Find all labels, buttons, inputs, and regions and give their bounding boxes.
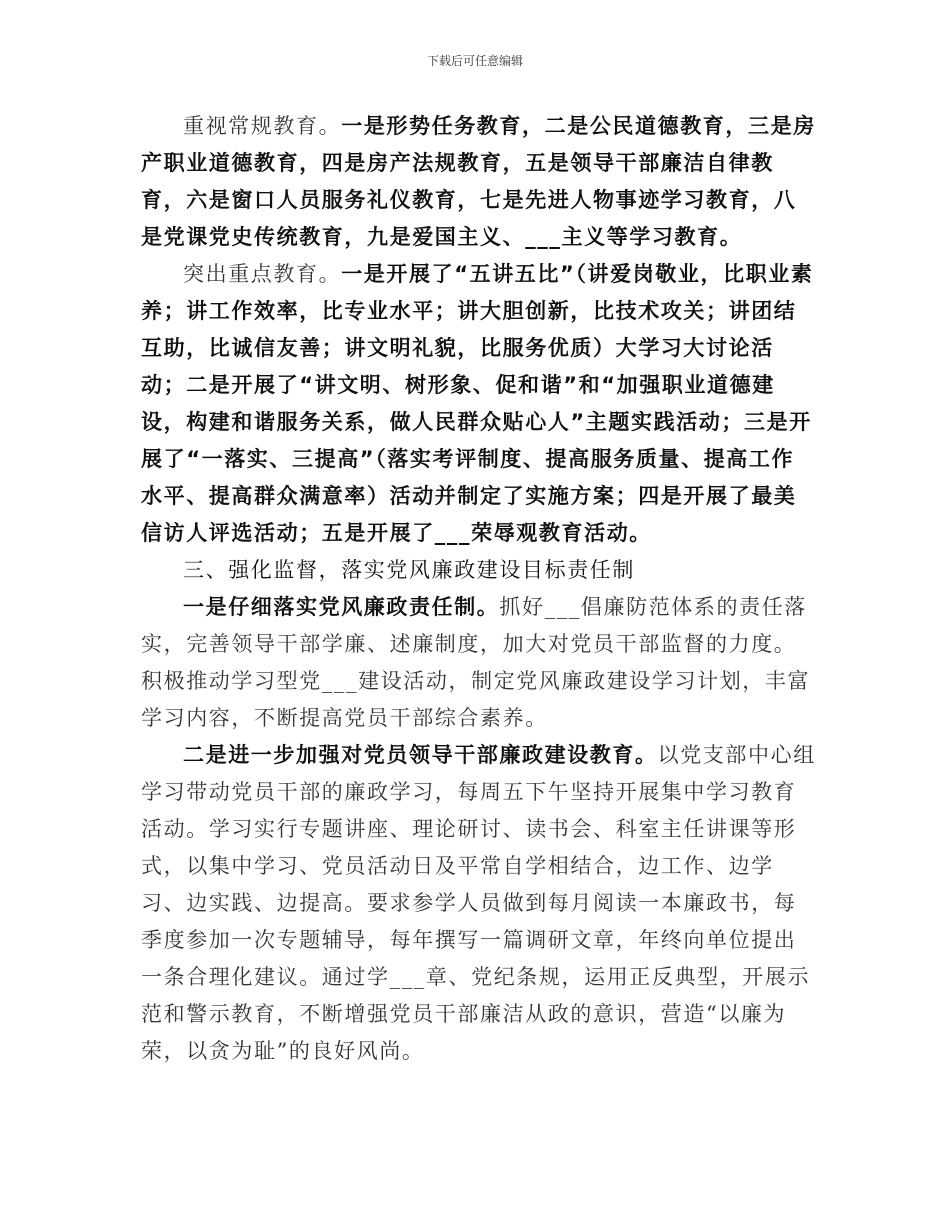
- paragraph-routine-education: [141, 108, 816, 256]
- document-body: [141, 108, 816, 1070]
- paragraph-integrity-education: [141, 737, 816, 1070]
- page-header: 下载后可任意编辑: [426, 54, 523, 68]
- paragraph-body: 一是形势任务教育，二是公民道德教育，三是房产职业道德教育，四是房产法规教育，五是领导干部廉洁自律教育，六是窗口人员服务礼仪教育，七是先进人物事迹学习教育，八是党课党史传统教育，九是爱国主义、___主义等学习教育。: [141, 114, 816, 249]
- section-heading-3: 三、强化监督，落实党风廉政建设目标责任制: [183, 558, 635, 582]
- paragraph-lead: 重视常规教育。: [183, 114, 342, 138]
- paragraph-responsibility: [141, 589, 816, 737]
- paragraph-lead: 突出重点教育。: [183, 262, 342, 286]
- paragraph-body: 抓好___倡廉防范体系的责任落实，完善领导干部学廉、述廉制度，加大对党员干部监督的力度。积极推动学习型党___建设活动，制定党风廉政建设学习计划，丰富学习内容，不断提高党员干部综合素养。: [141, 595, 811, 730]
- paragraph-lead: 二是进一步加强对党员领导干部廉政建设教育。: [183, 743, 658, 767]
- paragraph-body: 以党支部中心组学习带动党员干部的廉政学习，每周五下午坚持开展集中学习教育活动。学习实行专题讲座、理论研讨、读书会、科室主任讲课等形式，以集中学习、党员活动日及平常自学相结合，边工作、边学习、边实践、边提高。要求参学人员做到每月阅读一本廉政书，每季度参加一次专题辅导，每年撰写一篇调研文章，年终向单位提出一条合理化建议。通过学___章、党纪条规，运用正反典型，开展示范和警示教育，不断增强党员干部廉洁从政的意识，营造“以廉为荣，以贪为耻”的良好风尚。: [141, 743, 816, 1063]
- paragraph-body: 一是开展了“五讲五比”（讲爱岗敬业，比职业素养；讲工作效率，比专业水平；讲大胆创新，比技术攻关；讲团结互助，比诚信友善；讲文明礼貌，比服务优质）大学习大讨论活动；二是开展了“讲文明、树形象、促和谐”和“加强职业道德建设，构建和谐服务关系，做人民群众贴心人”主题实践活动；三是开展了“一落实、三提高”（落实考评制度、提高服务质量、提高工作水平、提高群众满意率）活动并制定了实施方案；四是开展了最美信访人评选活动；五是开展了___荣辱观教育活动。: [141, 262, 814, 545]
- paragraph-key-education: [141, 256, 816, 552]
- paragraph-lead: 一是仔细落实党风廉政责任制。: [183, 595, 500, 619]
